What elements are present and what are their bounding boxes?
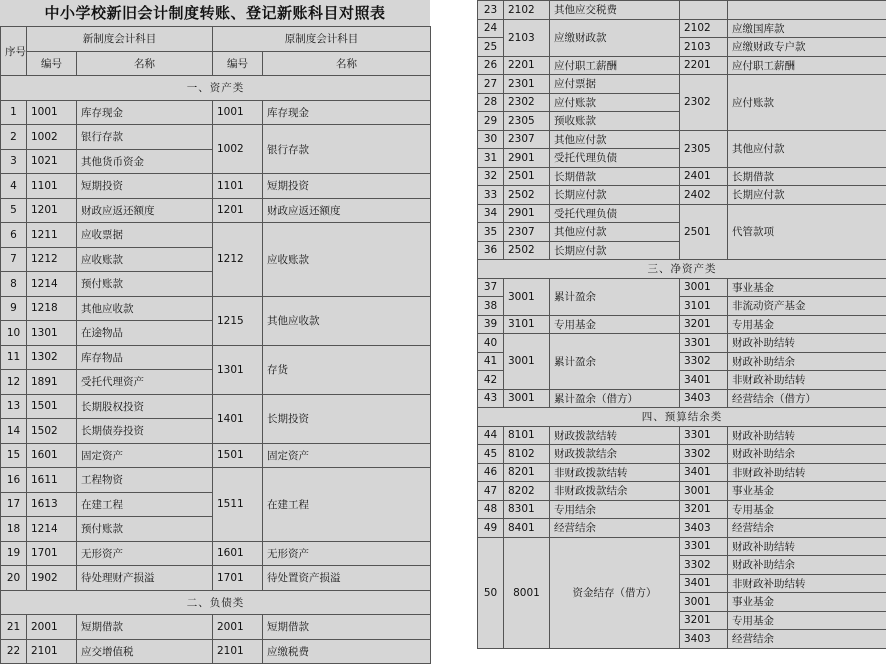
row-number: 31 [478, 149, 504, 168]
old-name: 长期应付款 [728, 186, 886, 205]
section-heading: 四、预算结余类 [478, 408, 886, 427]
row-number: 37 [478, 278, 504, 297]
new-code: 1502 [27, 419, 77, 444]
old-name: 非流动资产基金 [728, 297, 886, 316]
new-code: 2502 [504, 186, 550, 205]
row-number: 15 [1, 443, 27, 468]
new-name: 短期借款 [77, 615, 213, 640]
old-code: 3302 [680, 445, 728, 464]
row-number: 29 [478, 112, 504, 131]
table-row [1, 566, 431, 591]
new-name: 累计盈余 [550, 334, 680, 390]
table-row [1, 198, 431, 223]
new-name: 长期借款 [550, 167, 680, 186]
old-code: 1001 [213, 100, 263, 125]
new-name: 专用基金 [550, 315, 680, 334]
old-code: 1701 [213, 566, 263, 591]
new-code: 1211 [27, 223, 77, 248]
row-number: 3 [1, 149, 27, 174]
old-code: 1002 [213, 125, 263, 174]
row-number: 20 [1, 566, 27, 591]
new-code: 1218 [27, 296, 77, 321]
old-code: 3401 [680, 574, 728, 593]
new-name: 在建工程 [77, 492, 213, 517]
table-row [478, 389, 886, 408]
row-number: 14 [1, 419, 27, 444]
old-code: 3201 [680, 500, 728, 519]
new-code: 2201 [504, 56, 550, 75]
new-code: 1902 [27, 566, 77, 591]
new-name: 库存物品 [77, 345, 213, 370]
old-name: 非财政补助结转 [728, 574, 886, 593]
row-number: 23 [478, 1, 504, 20]
table-row [478, 204, 886, 223]
new-code: 2901 [504, 149, 550, 168]
new-name: 其他应付款 [550, 130, 680, 149]
new-code: 8101 [504, 426, 550, 445]
row-number: 32 [478, 167, 504, 186]
new-code: 2501 [504, 167, 550, 186]
table-row [1, 125, 431, 150]
header-code: 编号 [213, 51, 263, 76]
row-number: 36 [478, 241, 504, 260]
table-row [478, 482, 886, 501]
old-code: 2103 [680, 38, 728, 57]
old-name: 事业基金 [728, 482, 886, 501]
table-row [478, 519, 886, 538]
row-number: 8 [1, 272, 27, 297]
old-name: 应缴国库款 [728, 19, 886, 38]
old-name: 短期投资 [263, 174, 431, 199]
new-code: 2301 [504, 75, 550, 94]
row-number: 10 [1, 321, 27, 346]
old-code: 2302 [680, 75, 728, 131]
new-name: 其他应收款 [77, 296, 213, 321]
new-code: 1301 [27, 321, 77, 346]
new-code: 8401 [504, 519, 550, 538]
old-code: 2201 [680, 56, 728, 75]
table-row [1, 174, 431, 199]
row-number: 1 [1, 100, 27, 125]
old-code: 3302 [680, 556, 728, 575]
old-code: 3403 [680, 519, 728, 538]
row-number: 9 [1, 296, 27, 321]
old-code: 3001 [680, 593, 728, 612]
row-number: 21 [1, 615, 27, 640]
old-name: 待处置资产损溢 [263, 566, 431, 591]
row-number: 5 [1, 198, 27, 223]
new-name: 工程物资 [77, 468, 213, 493]
table-row [1, 100, 431, 125]
old-name: 专用基金 [728, 611, 886, 630]
table-row [478, 334, 886, 353]
old-name: 非财政补助结转 [728, 463, 886, 482]
row-number: 6 [1, 223, 27, 248]
new-name: 银行存款 [77, 125, 213, 150]
old-code: 3301 [680, 426, 728, 445]
new-code: 3001 [504, 389, 550, 408]
new-name: 财政拨款结转 [550, 426, 680, 445]
old-code: 3101 [680, 297, 728, 316]
header-name: 名称 [263, 51, 431, 76]
table-row [478, 537, 886, 556]
section-row [1, 76, 431, 101]
old-code [680, 1, 728, 20]
new-name: 无形资产 [77, 541, 213, 566]
table-row [1, 468, 431, 493]
left-comparison-table [0, 26, 431, 664]
table-row [478, 463, 886, 482]
row-number: 38 [478, 297, 504, 316]
old-name [728, 1, 886, 20]
old-code: 2001 [213, 615, 263, 640]
section-heading: 三、净资产类 [478, 260, 886, 279]
new-name: 库存现金 [77, 100, 213, 125]
new-code: 2302 [504, 93, 550, 112]
new-code: 1701 [27, 541, 77, 566]
row-number: 33 [478, 186, 504, 205]
row-number: 39 [478, 315, 504, 334]
new-name: 其他应交税费 [550, 1, 680, 20]
old-name: 其他应收款 [263, 296, 431, 345]
old-code: 3401 [680, 463, 728, 482]
old-code: 1501 [213, 443, 263, 468]
row-number: 46 [478, 463, 504, 482]
new-name: 长期应付款 [550, 241, 680, 260]
row-number: 4 [1, 174, 27, 199]
new-code: 1601 [27, 443, 77, 468]
old-name: 应缴税费 [263, 639, 431, 664]
row-number: 16 [1, 468, 27, 493]
new-code: 2101 [27, 639, 77, 664]
old-name: 非财政补助结转 [728, 371, 886, 390]
old-code: 1601 [213, 541, 263, 566]
new-name: 累计盈余（借方） [550, 389, 680, 408]
table-row [478, 445, 886, 464]
new-code: 1214 [27, 272, 77, 297]
row-number: 41 [478, 352, 504, 371]
row-number: 27 [478, 75, 504, 94]
row-number: 35 [478, 223, 504, 242]
new-name: 其他应付款 [550, 223, 680, 242]
row-number: 50 [478, 537, 504, 648]
new-name: 专用结余 [550, 500, 680, 519]
new-name: 预付账款 [77, 272, 213, 297]
row-number: 11 [1, 345, 27, 370]
old-code: 3001 [680, 482, 728, 501]
old-name: 库存现金 [263, 100, 431, 125]
row-number: 13 [1, 394, 27, 419]
old-name: 短期借款 [263, 615, 431, 640]
new-name: 受托代理资产 [77, 370, 213, 395]
old-name: 专用基金 [728, 500, 886, 519]
old-code: 1301 [213, 345, 263, 394]
header-row [1, 51, 431, 76]
section-heading: 一、资产类 [1, 76, 431, 101]
old-name: 应收账款 [263, 223, 431, 297]
old-code: 2305 [680, 130, 728, 167]
row-number: 24 [478, 19, 504, 38]
old-code: 3301 [680, 334, 728, 353]
table-row [478, 130, 886, 149]
new-name: 短期投资 [77, 174, 213, 199]
new-code: 3001 [504, 334, 550, 390]
new-code: 2103 [504, 19, 550, 56]
table-row [478, 278, 886, 297]
new-name: 应交增值税 [77, 639, 213, 664]
table-row [1, 345, 431, 370]
old-name: 事业基金 [728, 278, 886, 297]
old-name: 财政补助结余 [728, 556, 886, 575]
old-code: 3301 [680, 537, 728, 556]
old-name: 长期投资 [263, 394, 431, 443]
old-name: 应付职工薪酬 [728, 56, 886, 75]
old-name: 银行存款 [263, 125, 431, 174]
new-name: 固定资产 [77, 443, 213, 468]
old-name: 财政补助结余 [728, 445, 886, 464]
new-code: 2102 [504, 1, 550, 20]
row-number: 25 [478, 38, 504, 57]
new-code: 1613 [27, 492, 77, 517]
old-name: 应付账款 [728, 75, 886, 131]
row-number: 40 [478, 334, 504, 353]
new-name: 长期股权投资 [77, 394, 213, 419]
header-old-group: 原制度会计科目 [213, 27, 431, 52]
old-code: 3403 [680, 389, 728, 408]
row-number: 26 [478, 56, 504, 75]
table-row [1, 443, 431, 468]
new-name: 长期债券投资 [77, 419, 213, 444]
table-row [1, 296, 431, 321]
row-number: 30 [478, 130, 504, 149]
header-seq: 序号 [1, 27, 27, 76]
row-number: 17 [1, 492, 27, 517]
new-name: 累计盈余 [550, 278, 680, 315]
new-code: 1302 [27, 345, 77, 370]
new-code: 8001 [504, 537, 550, 648]
new-code: 2307 [504, 223, 550, 242]
old-name: 存货 [263, 345, 431, 394]
new-code: 1501 [27, 394, 77, 419]
old-code: 1215 [213, 296, 263, 345]
old-name: 在建工程 [263, 468, 431, 542]
header-name: 名称 [77, 51, 213, 76]
old-code: 3201 [680, 315, 728, 334]
new-name: 非财政拨款结转 [550, 463, 680, 482]
table-row [1, 541, 431, 566]
new-code: 2901 [504, 204, 550, 223]
old-name: 专用基金 [728, 315, 886, 334]
new-code: 2305 [504, 112, 550, 131]
new-code: 1101 [27, 174, 77, 199]
row-number: 12 [1, 370, 27, 395]
old-code: 3201 [680, 611, 728, 630]
right-comparison-table [477, 0, 886, 649]
new-code: 1002 [27, 125, 77, 150]
new-code: 8201 [504, 463, 550, 482]
old-code: 1212 [213, 223, 263, 297]
row-number: 28 [478, 93, 504, 112]
table-row [1, 394, 431, 419]
old-name: 财政补助结转 [728, 537, 886, 556]
row-number: 19 [1, 541, 27, 566]
old-name: 财政应返还额度 [263, 198, 431, 223]
new-name: 应缴财政款 [550, 19, 680, 56]
new-name: 应付职工薪酬 [550, 56, 680, 75]
table-row [1, 615, 431, 640]
new-code: 1021 [27, 149, 77, 174]
row-number: 48 [478, 500, 504, 519]
old-name: 其他应付款 [728, 130, 886, 167]
old-code: 2402 [680, 186, 728, 205]
new-code: 2502 [504, 241, 550, 260]
document-title: 中小学校新旧会计制度转账、登记新账科目对照表 [0, 0, 430, 26]
old-code: 2401 [680, 167, 728, 186]
table-row [478, 1, 886, 20]
new-name: 财政拨款结余 [550, 445, 680, 464]
new-code: 1212 [27, 247, 77, 272]
new-code: 2001 [27, 615, 77, 640]
new-name: 应收票据 [77, 223, 213, 248]
table-row [478, 167, 886, 186]
old-code: 2501 [680, 204, 728, 260]
new-code: 8301 [504, 500, 550, 519]
row-number: 7 [1, 247, 27, 272]
new-code: 1891 [27, 370, 77, 395]
new-name: 其他货币资金 [77, 149, 213, 174]
header-new-group: 新制度会计科目 [27, 27, 213, 52]
old-code: 3401 [680, 371, 728, 390]
section-row [478, 408, 886, 427]
table-row [478, 19, 886, 38]
new-name: 资金结存（借方） [550, 537, 680, 648]
row-number: 49 [478, 519, 504, 538]
table-row [478, 56, 886, 75]
row-number: 43 [478, 389, 504, 408]
new-code: 8202 [504, 482, 550, 501]
section-heading: 二、负债类 [1, 590, 431, 615]
header-code: 编号 [27, 51, 77, 76]
new-code: 8102 [504, 445, 550, 464]
new-code: 3101 [504, 315, 550, 334]
row-number: 42 [478, 371, 504, 390]
old-name: 经营结余 [728, 519, 886, 538]
row-number: 47 [478, 482, 504, 501]
new-code: 3001 [504, 278, 550, 315]
new-name: 受托代理负债 [550, 204, 680, 223]
old-name: 财政补助结转 [728, 426, 886, 445]
new-name: 预收账款 [550, 112, 680, 131]
old-code: 3403 [680, 630, 728, 649]
table-row [478, 186, 886, 205]
new-name: 受托代理负债 [550, 149, 680, 168]
section-row [478, 260, 886, 279]
old-name: 固定资产 [263, 443, 431, 468]
new-name: 财政应返还额度 [77, 198, 213, 223]
old-name: 无形资产 [263, 541, 431, 566]
new-name: 非财政拨款结余 [550, 482, 680, 501]
row-number: 2 [1, 125, 27, 150]
new-name: 长期应付款 [550, 186, 680, 205]
new-name: 经营结余 [550, 519, 680, 538]
old-code: 3001 [680, 278, 728, 297]
old-code: 3302 [680, 352, 728, 371]
table-row [478, 500, 886, 519]
new-name: 预付账款 [77, 517, 213, 542]
row-number: 18 [1, 517, 27, 542]
table-row [478, 426, 886, 445]
old-name: 财政补助结余 [728, 352, 886, 371]
new-name: 待处理财产损溢 [77, 566, 213, 591]
table-row [1, 223, 431, 248]
new-code: 1214 [27, 517, 77, 542]
row-number: 44 [478, 426, 504, 445]
new-name: 应收账款 [77, 247, 213, 272]
new-code: 2307 [504, 130, 550, 149]
new-code: 1001 [27, 100, 77, 125]
new-name: 在途物品 [77, 321, 213, 346]
old-name: 经营结余 [728, 630, 886, 649]
table-row [478, 315, 886, 334]
new-code: 1201 [27, 198, 77, 223]
section-row [1, 590, 431, 615]
old-code: 2101 [213, 639, 263, 664]
row-number: 22 [1, 639, 27, 664]
new-code: 1611 [27, 468, 77, 493]
old-name: 经营结余（借方） [728, 389, 886, 408]
new-name: 应付账款 [550, 93, 680, 112]
new-name: 应付票据 [550, 75, 680, 94]
old-name: 代管款项 [728, 204, 886, 260]
old-code: 1511 [213, 468, 263, 542]
old-name: 财政补助结转 [728, 334, 886, 353]
old-name: 应缴财政专户款 [728, 38, 886, 57]
old-code: 1201 [213, 198, 263, 223]
old-name: 事业基金 [728, 593, 886, 612]
row-number: 34 [478, 204, 504, 223]
old-code: 1401 [213, 394, 263, 443]
old-code: 2102 [680, 19, 728, 38]
table-row [1, 639, 431, 664]
old-name: 长期借款 [728, 167, 886, 186]
row-number: 45 [478, 445, 504, 464]
old-code: 1101 [213, 174, 263, 199]
table-row [478, 75, 886, 94]
header-row [1, 27, 431, 52]
